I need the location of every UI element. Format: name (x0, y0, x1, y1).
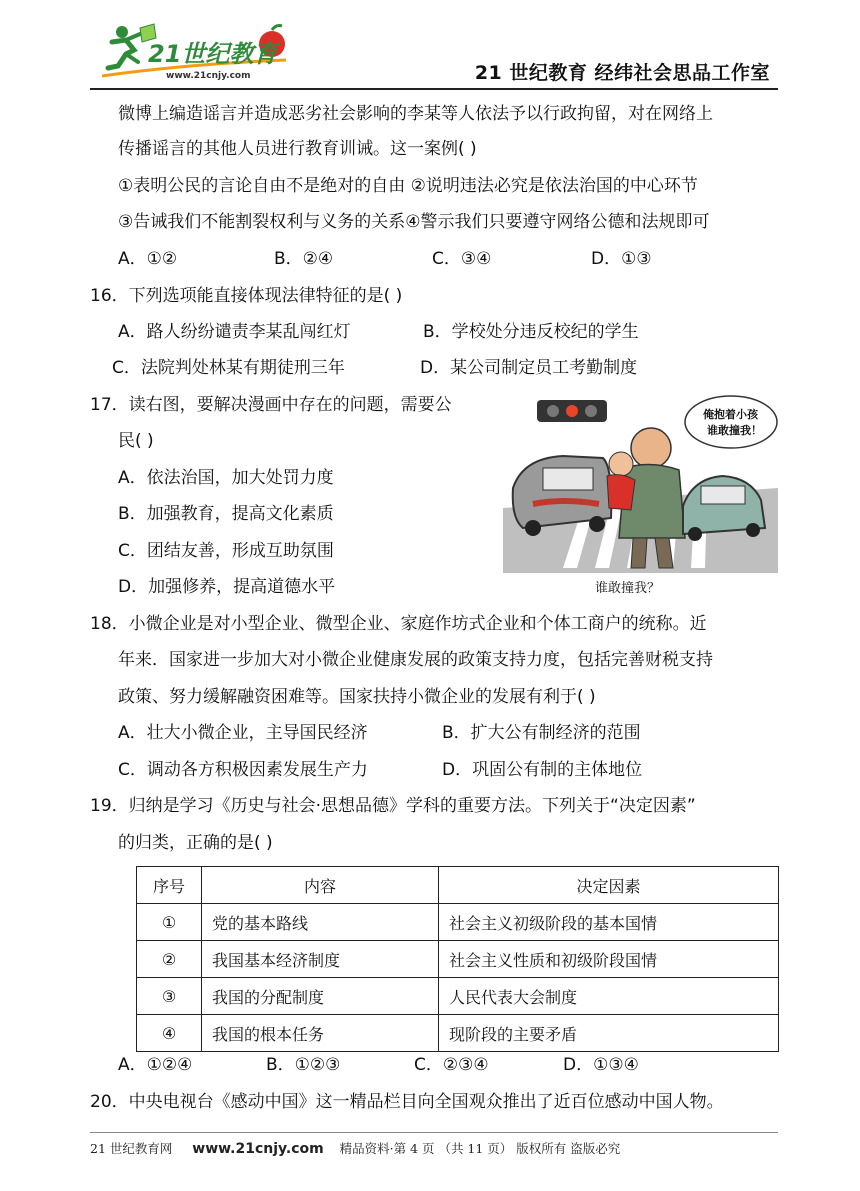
q18-stem-line-2: 年来．国家进一步加大对小微企业健康发展的政策支持力度，包括完善财税支持 (118, 650, 713, 670)
q16-option-a: A．路人纷纷谴责李某乱闯红灯 (118, 322, 351, 342)
q19-stem-line-2: 的归类，正确的是( ) (118, 833, 273, 853)
q18-option-d: D．巩固公有制的主体地位 (442, 760, 643, 780)
page-footer (90, 1139, 620, 1157)
q15-statement-3-4: ③告诫我们不能割裂权利与义务的关系④警示我们只要遵守网络公德和法规即可 (118, 212, 710, 232)
table-cell: ④ (137, 1015, 202, 1052)
cartoon-image (503, 388, 778, 598)
svg-text:谁敢撞我！: 谁敢撞我！ (707, 424, 762, 437)
q15-option-a: A．①② (118, 249, 178, 269)
q19-option-c: C．②③④ (414, 1055, 489, 1075)
q15-option-d: D．①③ (591, 249, 652, 269)
q17-stem-line-2: 民( ) (118, 431, 154, 451)
q15-text-line-2: 传播谣言的其他人员进行教育训诫。这一案例( ) (118, 139, 477, 159)
q19-stem-line-1: 19．归纳是学习《历史与社会·思想品德》学科的重要方法。下列关于“决定因素” (90, 796, 696, 816)
q17-option-b: B．加强教育，提高文化素质 (118, 504, 334, 524)
bus-illustration (513, 456, 612, 536)
table-cell: 我国基本经济制度 (202, 941, 439, 978)
table-cell: 党的基本路线 (202, 904, 439, 941)
header-divider (90, 88, 778, 90)
q16-stem: 16．下列选项能直接体现法律特征的是( ) (90, 286, 403, 306)
table-cell: 社会主义初级阶段的基本国情 (439, 904, 779, 941)
q18-stem-line-1: 18．小微企业是对小型企业、微型企业、家庭作坊式企业和个体工商户的统称。近 (90, 614, 707, 634)
cartoon-caption: 谁敢撞我？ (595, 581, 661, 596)
table-cell: 我国的根本任务 (202, 1015, 439, 1052)
q18-stem-line-3: 政策、努力缓解融资困难等。国家扶持小微企业的发展有利于( ) (118, 687, 596, 707)
logo-subtext: www.21cnjy.com (166, 71, 251, 81)
q19-option-d: D．①③④ (563, 1055, 639, 1075)
q15-option-c: C．③④ (432, 249, 492, 269)
q16-option-c: C．法院判处林某有期徒刑三年 (112, 358, 345, 378)
q16-option-d: D．某公司制定员工考勤制度 (420, 358, 638, 378)
table-cell: 人民代表大会制度 (439, 978, 779, 1015)
q19-option-b: B．①②③ (266, 1055, 341, 1075)
q20-stem: 20．中央电视台《感动中国》这一精品栏目向全国观众推出了近百位感动中国人物。 (90, 1092, 724, 1112)
table-cell: 我国的分配制度 (202, 978, 439, 1015)
q18-option-a: A．壮大小微企业，主导国民经济 (118, 723, 368, 743)
table-cell: ① (137, 904, 202, 941)
page-header (0, 0, 860, 92)
q18-option-c: C．调动各方积极因素发展生产力 (118, 760, 368, 780)
logo-text: 21世纪教育 (148, 40, 278, 68)
footer-divider (90, 1132, 778, 1133)
table-cell: 社会主义性质和初级阶段国情 (439, 941, 779, 978)
table-cell: ② (137, 941, 202, 978)
table-header-content: 内容 (202, 867, 439, 904)
table-cell: 现阶段的主要矛盾 (439, 1015, 779, 1052)
table-row (137, 978, 779, 1015)
q15-statement-1-2: ①表明公民的言论自由不是绝对的自由 ②说明违法必究是依法治国的中心环节 (118, 176, 698, 196)
speech-bubble (685, 396, 777, 448)
q17-option-a: A．依法治国，加大处罚力度 (118, 468, 334, 488)
q18-option-b: B．扩大公有制经济的范围 (442, 723, 641, 743)
table-cell: ③ (137, 978, 202, 1015)
q17-option-d: D．加强修养，提高道德水平 (118, 577, 336, 597)
table-row (137, 904, 779, 941)
footer-site-link[interactable]: www.21cnjy.com (192, 1141, 324, 1157)
q15-text-line-1: 微博上编造谣言并造成恶劣社会影响的李某等人依法予以行政拘留，对在网络上 (118, 104, 713, 124)
q16-option-b: B．学校处分违反校纪的学生 (423, 322, 639, 342)
site-logo (96, 20, 296, 86)
footer-right: 精品资料·第 4 页 （共 11 页） 版权所有 盗版必究 (339, 1141, 621, 1156)
q17-stem-line-1: 17．读右图，要解决漫画中存在的问题，需要公 (90, 395, 452, 415)
table-header-factor: 决定因素 (439, 867, 779, 904)
table-header-row (137, 867, 779, 904)
svg-text:俺抱着小孩: 俺抱着小孩 (703, 408, 758, 421)
q15-option-b: B．②④ (274, 249, 334, 269)
footer-left: 21 世纪教育网 (90, 1141, 173, 1156)
table-row (137, 941, 779, 978)
q19-table (136, 866, 779, 1052)
table-header-number: 序号 (137, 867, 202, 904)
q19-option-a: A．①②④ (118, 1055, 193, 1075)
table-row (137, 1015, 779, 1052)
traffic-light-icon (537, 400, 607, 422)
q17-option-c: C．团结友善，形成互助氛围 (118, 541, 334, 561)
header-title: 21 世纪教育 经纬社会思品工作室 (474, 62, 770, 84)
